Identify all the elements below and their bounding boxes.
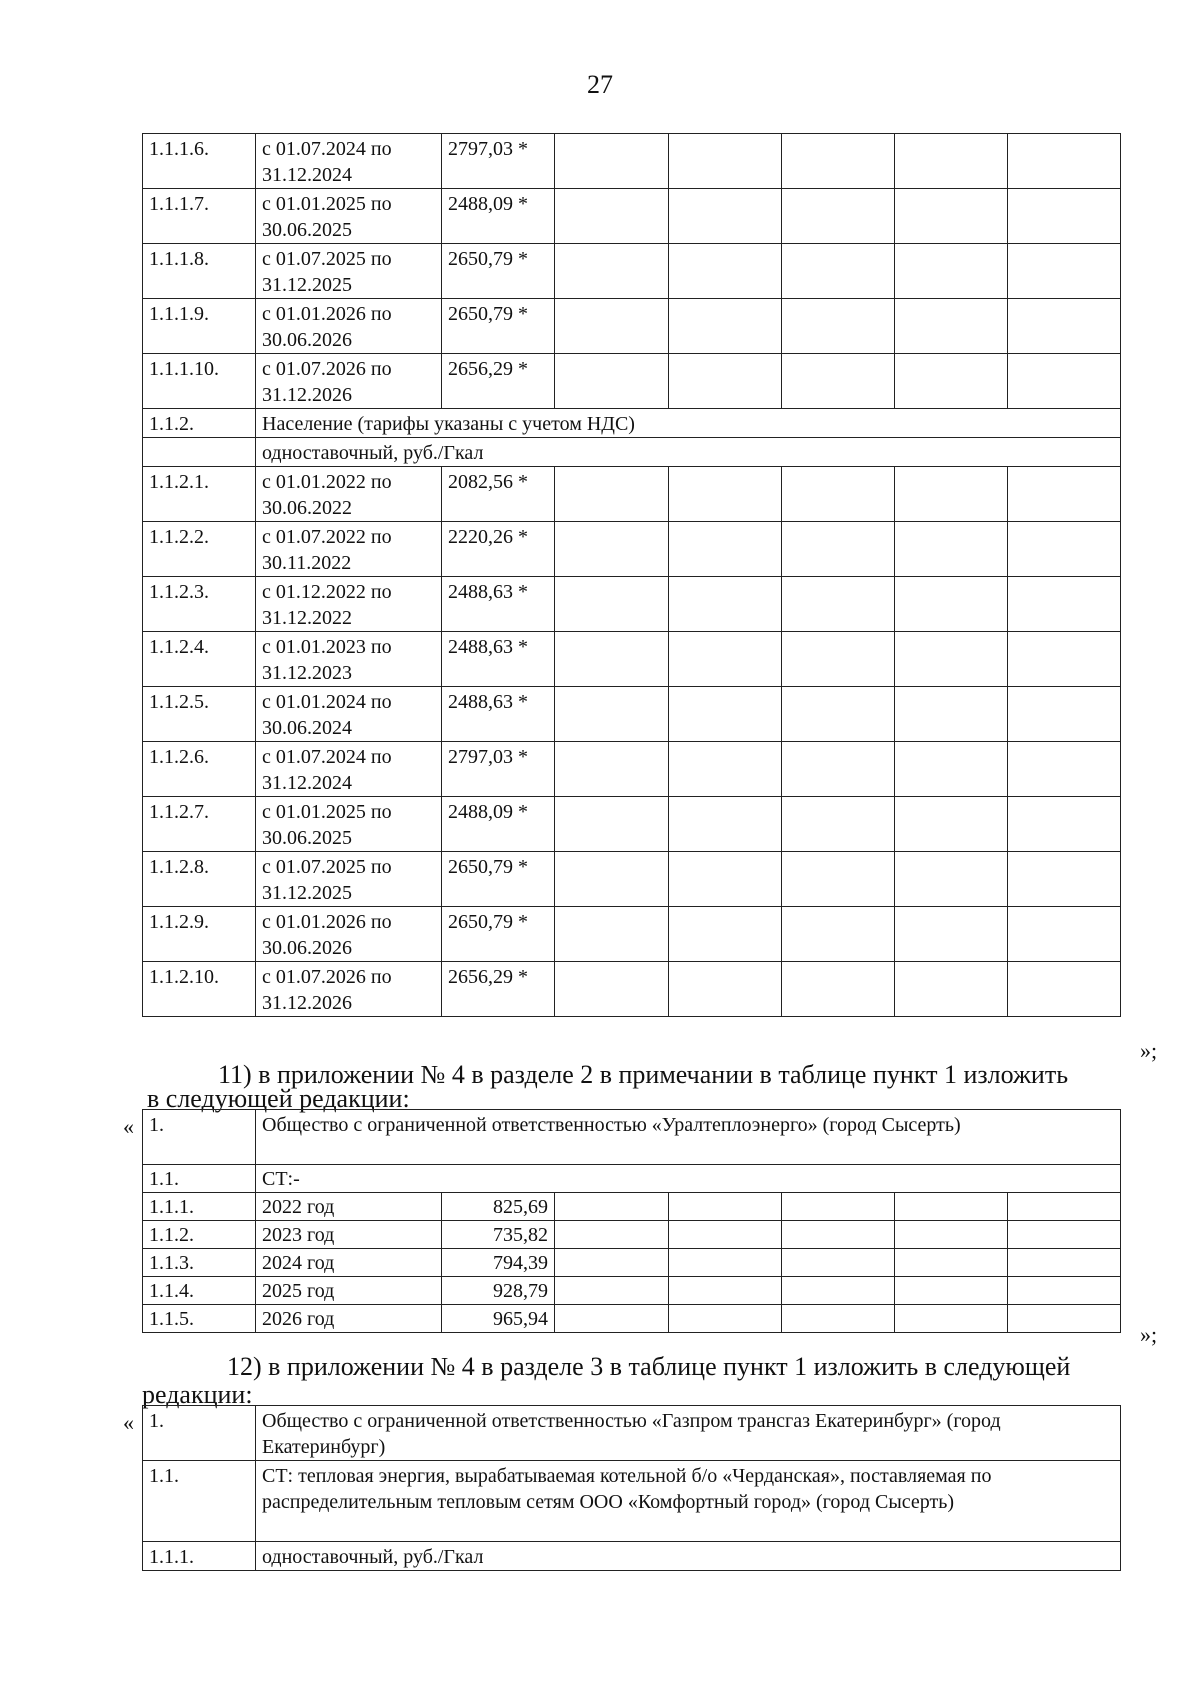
empty-cell [895, 742, 1008, 797]
org-name: Общество с ограниченной ответственностью «Уралтеплоэнерго» (город Сысерть) [256, 1110, 1121, 1165]
row-number: 1.1.1.8. [143, 244, 256, 299]
table-row [143, 577, 1121, 632]
row-value: 2650,79 * [442, 299, 555, 354]
empty-cell [669, 687, 782, 742]
row-period: с 01.07.2022 по 30.11.2022 [256, 522, 442, 577]
empty-cell [782, 354, 895, 409]
empty-cell [555, 244, 669, 299]
row-value: 2488,63 * [442, 577, 555, 632]
table-row [143, 1305, 1121, 1333]
table-row [143, 797, 1121, 852]
empty-cell [782, 299, 895, 354]
empty-cell [895, 797, 1008, 852]
org-number: 1. [143, 1110, 256, 1165]
row-number: 1.1.2.7. [143, 797, 256, 852]
row-number: 1.1.1.7. [143, 189, 256, 244]
table-row [143, 1193, 1121, 1221]
empty-cell [782, 742, 895, 797]
org-name: Общество с ограниченной ответственностью «Газпром трансгаз Екатеринбург» (город Екатеринбург) [256, 1406, 1121, 1461]
empty-cell [669, 907, 782, 962]
row-period: с 01.07.2026 по 31.12.2026 [256, 354, 442, 409]
empty-cell [782, 687, 895, 742]
empty-cell [555, 299, 669, 354]
empty-cell [1008, 244, 1121, 299]
empty-cell [669, 244, 782, 299]
empty-cell [555, 577, 669, 632]
empty-cell [782, 907, 895, 962]
empty-cell [555, 1221, 669, 1249]
row-value: 735,82 [442, 1221, 555, 1249]
row-value: 2488,63 * [442, 687, 555, 742]
table-subheader-row [143, 1165, 1121, 1193]
row-period: с 01.07.2024 по 31.12.2024 [256, 742, 442, 797]
table-row [143, 467, 1121, 522]
row-value: 825,69 [442, 1193, 555, 1221]
row-number: 1.1.1. [143, 1193, 256, 1221]
empty-cell [669, 1249, 782, 1277]
empty-cell [782, 577, 895, 632]
empty-cell [1008, 1193, 1121, 1221]
empty-cell [669, 962, 782, 1017]
row-value: 2656,29 * [442, 354, 555, 409]
row-value: 2656,29 * [442, 962, 555, 1017]
sub-text: СТ:- [256, 1165, 1121, 1193]
paragraph-12-line2: редакции: [142, 1380, 253, 1409]
empty-cell [669, 742, 782, 797]
empty-cell [555, 134, 669, 189]
empty-cell [669, 1193, 782, 1221]
table-row [143, 134, 1121, 189]
table-header-row [143, 1110, 1121, 1165]
empty-cell [555, 1277, 669, 1305]
empty-cell [669, 632, 782, 687]
empty-cell [555, 687, 669, 742]
empty-cell [895, 354, 1008, 409]
empty-cell [895, 299, 1008, 354]
empty-cell [1008, 962, 1121, 1017]
empty-cell [669, 354, 782, 409]
row-number: 1.1.2.1. [143, 467, 256, 522]
empty-cell [895, 1249, 1008, 1277]
empty-cell [895, 244, 1008, 299]
empty-cell [555, 467, 669, 522]
table-header-row [143, 1406, 1121, 1461]
row-period: с 01.01.2026 по 30.06.2026 [256, 299, 442, 354]
empty-cell [555, 907, 669, 962]
row-number: 1.1.2.10. [143, 962, 256, 1017]
table-row [143, 189, 1121, 244]
table-row [143, 687, 1121, 742]
empty-cell [782, 1193, 895, 1221]
empty-cell [555, 354, 669, 409]
row-period: с 01.01.2022 по 30.06.2022 [256, 467, 442, 522]
table-row [143, 742, 1121, 797]
empty-cell [895, 962, 1008, 1017]
empty-cell [1008, 1277, 1121, 1305]
table-row [143, 962, 1121, 1017]
row-number: 1.1.2.8. [143, 852, 256, 907]
empty-cell [1008, 632, 1121, 687]
row-number: 1.1.2.4. [143, 632, 256, 687]
row-number: 1.1.2.3. [143, 577, 256, 632]
empty-cell [669, 577, 782, 632]
section-subtitle: одноставочный, руб./Гкал [256, 438, 1121, 467]
row-value: 2797,03 * [442, 742, 555, 797]
table-row [143, 1277, 1121, 1305]
empty-cell [782, 1249, 895, 1277]
row-number: 1.1.2.2. [143, 522, 256, 577]
row-year: 2023 год [256, 1221, 442, 1249]
empty-cell [782, 244, 895, 299]
empty-cell [782, 134, 895, 189]
row-number: 1.1.2.9. [143, 907, 256, 962]
row-period: с 01.07.2025 по 31.12.2025 [256, 852, 442, 907]
empty-cell [895, 907, 1008, 962]
table-row [143, 299, 1121, 354]
tariff-table [142, 133, 1121, 1017]
table-row [143, 1249, 1121, 1277]
row-year: 2024 год [256, 1249, 442, 1277]
empty-cell [669, 134, 782, 189]
row-text: одноставочный, руб./Гкал [256, 1542, 1121, 1571]
sub-text: СТ: тепловая энергия, вырабатываемая котельной б/о «Черданская», поставляемая по распределительным тепловым сетям ООО «Комфортный город» (город Сысерть) [256, 1461, 1121, 1542]
sub-number: 1.1. [143, 1165, 256, 1193]
empty-cell [895, 189, 1008, 244]
empty-cell [895, 632, 1008, 687]
row-number: 1.1.3. [143, 1249, 256, 1277]
row-number: 1.1.1. [143, 1542, 256, 1571]
section-title: Население (тарифы указаны с учетом НДС) [256, 409, 1121, 438]
empty-cell [669, 299, 782, 354]
page-number: 27 [587, 70, 613, 99]
row-value: 2488,09 * [442, 797, 555, 852]
empty-cell [895, 522, 1008, 577]
empty-cell [555, 1249, 669, 1277]
row-value: 794,39 [442, 1249, 555, 1277]
empty-cell [895, 687, 1008, 742]
paragraph-11-line2: в следующей редакции: [147, 1084, 410, 1113]
row-number: 1.1.2.5. [143, 687, 256, 742]
row-period: с 01.01.2025 по 30.06.2025 [256, 797, 442, 852]
opening-quote-3: « [123, 1410, 134, 1435]
empty-cell [1008, 907, 1121, 962]
row-period: с 01.01.2024 по 30.06.2024 [256, 687, 442, 742]
empty-cell [782, 962, 895, 1017]
empty-cell [555, 797, 669, 852]
empty-cell [782, 852, 895, 907]
table-row [143, 1542, 1121, 1571]
row-period: с 01.01.2025 по 30.06.2025 [256, 189, 442, 244]
row-year: 2022 год [256, 1193, 442, 1221]
empty-cell [669, 189, 782, 244]
row-value: 2650,79 * [442, 852, 555, 907]
norm-table [142, 1109, 1121, 1333]
row-value: 2797,03 * [442, 134, 555, 189]
empty-cell [782, 522, 895, 577]
table-row [143, 244, 1121, 299]
paragraph-11-line1: 11) в приложении № 4 в разделе 2 в примечании в таблице пункт 1 изложить [218, 1060, 1069, 1089]
empty-cell [1008, 1305, 1121, 1333]
empty-cell [1008, 1221, 1121, 1249]
empty-cell [895, 852, 1008, 907]
empty-cell [555, 1305, 669, 1333]
empty-cell [1008, 467, 1121, 522]
row-period: с 01.07.2024 по 31.12.2024 [256, 134, 442, 189]
empty-cell [782, 1277, 895, 1305]
empty-cell [669, 1305, 782, 1333]
empty-cell [1008, 852, 1121, 907]
empty-cell [1008, 577, 1121, 632]
row-value: 928,79 [442, 1277, 555, 1305]
sub-number: 1.1. [143, 1461, 256, 1542]
table-row [143, 907, 1121, 962]
row-number: 1.1.5. [143, 1305, 256, 1333]
opening-quote: « [123, 1114, 134, 1139]
empty-cell [669, 1277, 782, 1305]
row-number: 1.1.4. [143, 1277, 256, 1305]
empty-cell [782, 467, 895, 522]
table-row [143, 354, 1121, 409]
empty-cell [555, 189, 669, 244]
empty-cell [555, 632, 669, 687]
empty-cell [1008, 354, 1121, 409]
row-number: 1.1.1.10. [143, 354, 256, 409]
empty-cell [555, 522, 669, 577]
table-row [143, 852, 1121, 907]
empty-cell [895, 467, 1008, 522]
empty-cell [895, 1277, 1008, 1305]
empty-cell [782, 1305, 895, 1333]
table-row [143, 1221, 1121, 1249]
empty-cell [1008, 687, 1121, 742]
row-period: с 01.12.2022 по 31.12.2022 [256, 577, 442, 632]
empty-cell [1008, 797, 1121, 852]
empty-cell [555, 962, 669, 1017]
empty-cell [669, 852, 782, 907]
empty-cell [1008, 299, 1121, 354]
row-value: 965,94 [442, 1305, 555, 1333]
empty-cell [555, 742, 669, 797]
empty-cell [895, 134, 1008, 189]
empty-cell [895, 1193, 1008, 1221]
empty-cell [1008, 1249, 1121, 1277]
row-year: 2026 год [256, 1305, 442, 1333]
paragraph-12-line1: 12) в приложении № 4 в разделе 3 в таблице пункт 1 изложить в следующей [227, 1352, 1071, 1381]
row-period: с 01.07.2026 по 31.12.2026 [256, 962, 442, 1017]
supplier-table [142, 1405, 1121, 1571]
row-number: 1.1.2. [143, 1221, 256, 1249]
row-value: 2650,79 * [442, 907, 555, 962]
table-section-subrow [143, 438, 1121, 467]
empty-cell [1008, 134, 1121, 189]
row-number: 1.1.1.9. [143, 299, 256, 354]
empty-cell [782, 797, 895, 852]
empty-cell [1008, 742, 1121, 797]
empty-cell [895, 1221, 1008, 1249]
section-number: 1.1.2. [143, 409, 256, 438]
row-value: 2082,56 * [442, 467, 555, 522]
empty-cell [1008, 522, 1121, 577]
empty-cell [555, 1193, 669, 1221]
empty-cell [782, 1221, 895, 1249]
table-section-row [143, 409, 1121, 438]
row-period: с 01.01.2026 по 30.06.2026 [256, 907, 442, 962]
row-year: 2025 год [256, 1277, 442, 1305]
row-value: 2488,63 * [442, 632, 555, 687]
closing-quote: »; [1140, 1038, 1158, 1063]
empty-cell [669, 797, 782, 852]
empty-cell [895, 577, 1008, 632]
empty-cell [895, 1305, 1008, 1333]
row-value: 2220,26 * [442, 522, 555, 577]
empty-cell [1008, 189, 1121, 244]
table-subheader-row [143, 1461, 1121, 1542]
empty-cell [555, 852, 669, 907]
empty-cell [782, 189, 895, 244]
row-period: с 01.01.2023 по 31.12.2023 [256, 632, 442, 687]
row-period: с 01.07.2025 по 31.12.2025 [256, 244, 442, 299]
row-number: 1.1.1.6. [143, 134, 256, 189]
org-number: 1. [143, 1406, 256, 1461]
row-number: 1.1.2.6. [143, 742, 256, 797]
row-value: 2488,09 * [442, 189, 555, 244]
row-value: 2650,79 * [442, 244, 555, 299]
empty-cell [669, 467, 782, 522]
table-row [143, 632, 1121, 687]
table-row [143, 522, 1121, 577]
empty-cell [669, 522, 782, 577]
empty-cell [669, 1221, 782, 1249]
closing-quote-2: »; [1140, 1322, 1158, 1347]
empty-cell [782, 632, 895, 687]
